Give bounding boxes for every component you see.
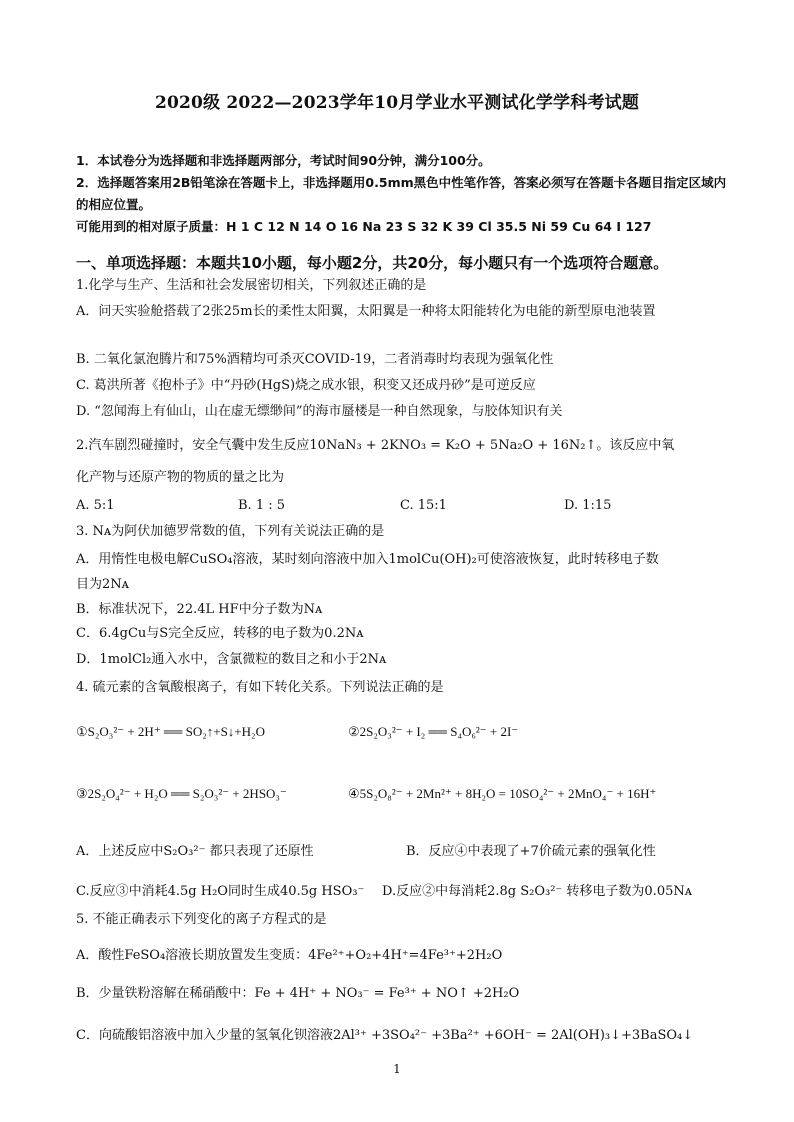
q4-stem: 4. 硫元素的含氧酸根离子，有如下转化关系。下列说法正确的是 [76,680,444,695]
q5-option-c: C．向硫酸铝溶液中加入少量的氢氧化钡溶液2Al³⁺ +3SO₄²⁻ +3Ba²⁺ +6OH⁻ = 2Al(OH)₃↓+3BaSO₄↓ [76,1028,694,1043]
q2-option-d: D. 1:15 [564,498,612,513]
q3-stem: 3. Nᴀ为阿伏加德罗常数的值，下列有关说法正确的是 [76,524,385,539]
q2-stem-cont: 化产物与还原产物的物质的量之比为 [76,470,285,485]
exam-title: 2020级 2022—2023学年10月学业水平测试化学学科考试题 [154,93,640,113]
q5-option-a: A．酸性FeSO₄溶液长期放置发生变质：4Fe²⁺+O₂+4H⁺=4Fe³⁺+2H₂O [76,948,503,963]
q4-equation-2: ②2S₂O₃²⁻ + I₂ ══ S₄O₆²⁻ + 2I⁻ [348,724,519,739]
instruction-1: 1．本试卷分为选择题和非选择题两部分，考试时间90分钟，满分100分。 [76,153,491,168]
section-heading: 一、单项选择题：本题共10小题，每小题2分，共20分，每小题只有一个选项符合题意。 [76,254,669,272]
q3-option-a: A．用惰性电极电解CuSO₄溶液，某时刻向溶液中加入1molCu(OH)₂可使溶液恢复，此时转移电子数 [76,552,659,567]
q4-equation-4: ④5S₂O₈²⁻ + 2Mn²⁺ + 8H₂O = 10SO₄²⁻ + 2MnO₄⁻ + 16H⁺ [348,786,657,801]
q4-equation-1: ①S₂O₃²⁻ + 2H⁺ ══ SO₂↑+S↓+H₂O [76,724,265,739]
q2-option-b: B. 1 : 5 [238,498,286,513]
q2-option-a: A. 5:1 [76,498,115,513]
q2-option-c: C. 15:1 [400,498,447,513]
q3-option-b: B．标准状况下，22.4L HF中分子数为Nᴀ [76,602,323,617]
instruction-2: 2．选择题答案用2B铅笔涂在答题卡上，非选择题用0.5mm黑色中性笔作答，答案必须写在答题卡各题目指定区域内的相应位置。 [76,175,727,212]
q4-option-c: C.反应③中消耗4.5g H₂O同时生成40.5g HSO₃⁻ [76,884,365,899]
q2-stem: 2.汽车剧烈碰撞时，安全气囊中发生反应10NaN₃ + 2KNO₃ = K₂O + 5Na₂O + 16N₂↑。该反应中氧 [76,438,675,453]
q1-stem: 1.化学与生产、生活和社会发展密切相关，下列叙述正确的是 [76,278,427,293]
q4-equation-3: ③2S₂O₄²⁻ + H₂O ══ S₂O₃²⁻ + 2HSO₃⁻ [76,786,287,801]
q1-option-d: D. “忽闻海上有仙山，山在虚无缥缈间”的海市蜃楼是一种自然现象，与胶体知识有关 [76,404,563,419]
q1-option-b: B. 二氧化氯泡腾片和75%酒精均可杀灭COVID-19，二者消毒时均表现为强氧化性 [76,352,554,367]
q1-option-c: C. 葛洪所著《抱朴子》中“丹砂(HgS)烧之成水银，积变又还成丹砂”是可逆反应 [76,378,536,393]
q4-option-a: A．上述反应中S₂O₃²⁻ 都只表现了还原性 [76,844,314,859]
q1-option-a: A．问天实验舱搭载了2张25m长的柔性太阳翼，太阳翼是一种将太阳能转化为电能的新型原电池装置 [76,304,656,319]
atomic-masses: 可能用到的相对原子质量：H 1 C 12 N 14 O 16 Na 23 S 32 K 39 Cl 35.5 Ni 59 Cu 64 I 127 [76,219,652,234]
page-number: 1 [393,1062,401,1076]
q4-option-b: B．反应④中表现了+7价硫元素的强氧化性 [406,844,656,859]
q4-option-d: D.反应②中每消耗2.8g S₂O₃²⁻ 转移电子数为0.05Nᴀ [382,884,693,899]
q3-option-a-cont: 目为2Nᴀ [76,577,129,592]
q5-option-b: B．少量铁粉溶解在稀硝酸中：Fe + 4H⁺ + NO₃⁻ = Fe³⁺ + NO↑ +2H₂O [76,986,520,1001]
q3-option-d: D．1molCl₂通入水中，含氯微粒的数目之和小于2Nᴀ [76,652,387,667]
q3-option-c: C．6.4gCu与S完全反应，转移的电子数为0.2Nᴀ [76,626,364,641]
q5-stem: 5. 不能正确表示下列变化的离子方程式的是 [76,912,327,927]
